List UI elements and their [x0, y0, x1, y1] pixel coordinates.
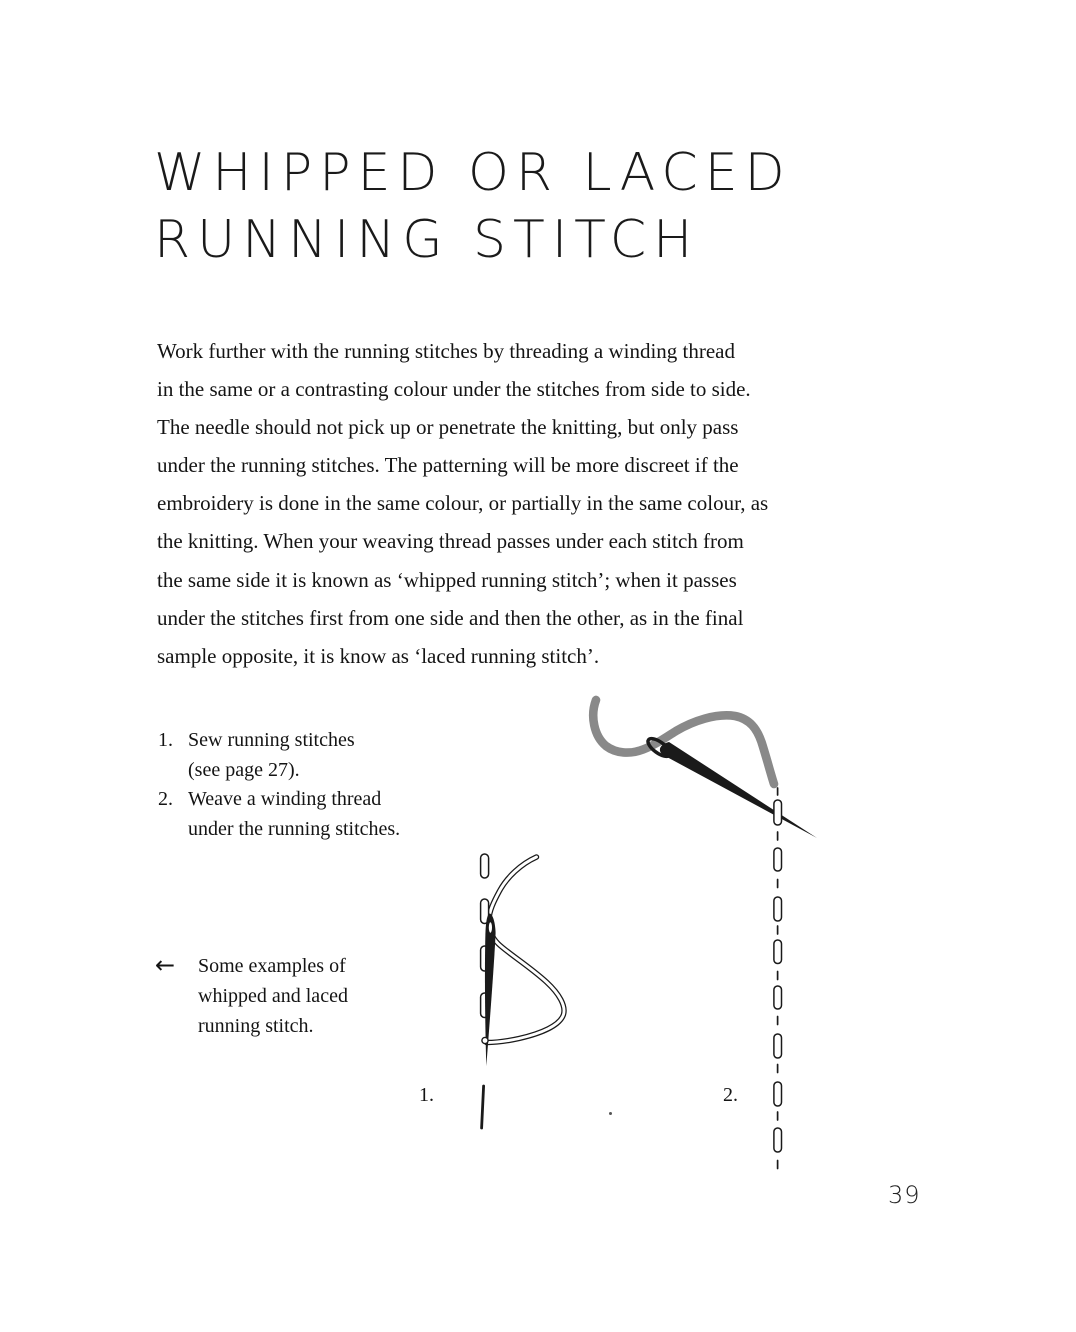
- body-line: the knitting. When your weaving thread passes under each stitch from: [157, 529, 744, 554]
- stitch-capsule: [481, 854, 489, 878]
- thread-end-loop: [482, 1037, 488, 1043]
- figure-2-diagram: [580, 690, 830, 1182]
- whipping-thread: [487, 857, 565, 1043]
- figure-caption: [155, 951, 348, 1042]
- instruction-item-2: [158, 785, 400, 844]
- caption-line: whipped and laced: [198, 985, 348, 1008]
- body-line: in the same or a contrasting colour under the stitches from side to side.: [157, 377, 751, 402]
- body-line: The needle should not pick up or penetrate the knitting, but only pass: [157, 415, 739, 440]
- body-line: embroidery is done in the same colour, or partially in the same colour, as: [157, 491, 769, 516]
- stitch-capsule: [774, 1128, 782, 1152]
- needle: [660, 742, 817, 838]
- figure-2-label: 2.: [723, 1084, 738, 1106]
- instruction-item-1: [158, 726, 355, 785]
- body-line: the same side it is known as ‘whipped running stitch’; when it passes: [157, 567, 737, 592]
- stitch-capsule: [774, 897, 782, 921]
- instruction-line: under the running stitches.: [188, 817, 401, 840]
- needle-eye: [489, 922, 492, 932]
- body-line: under the running stitches. The patterning will be more discreet if the: [157, 453, 739, 478]
- stitch-capsule: [774, 986, 782, 1009]
- body-line: Work further with the running stitches by threading a winding thread: [157, 339, 736, 363]
- stitch-capsule: [774, 848, 782, 871]
- needle-tip-segment: [482, 1086, 484, 1128]
- running-stitch-column: [774, 788, 782, 1169]
- stitch-capsule: [774, 1034, 782, 1058]
- winding-thread: [593, 700, 774, 784]
- page-number: 39: [888, 1181, 921, 1209]
- stitch-capsule: [774, 1082, 782, 1106]
- instruction-line: Weave a winding thread: [188, 788, 382, 810]
- instruction-line: (see page 27).: [188, 758, 300, 781]
- item-number: 2.: [158, 788, 173, 810]
- figure-1-label: 1.: [419, 1084, 434, 1106]
- title-line-1: WHIPPED OR LACED: [154, 143, 792, 203]
- body-line: under the stitches first from one side and then the other, as in the final: [157, 605, 744, 630]
- item-number: 1.: [158, 729, 173, 751]
- stitch-capsule: [774, 800, 782, 825]
- title-line-2: RUNNING STITCH: [154, 210, 700, 270]
- left-arrow-icon: ←: [155, 951, 174, 979]
- print-speck: [609, 1112, 612, 1115]
- caption-line: running stitch.: [198, 1015, 314, 1038]
- stitch-capsule: [774, 940, 782, 964]
- instruction-line: Sew running stitches: [188, 729, 355, 751]
- body-line: sample opposite, it is know as ‘laced running stitch’.: [157, 643, 600, 668]
- body-paragraph: [157, 332, 768, 675]
- caption-line: Some examples of: [198, 955, 346, 977]
- page-title: [154, 140, 792, 274]
